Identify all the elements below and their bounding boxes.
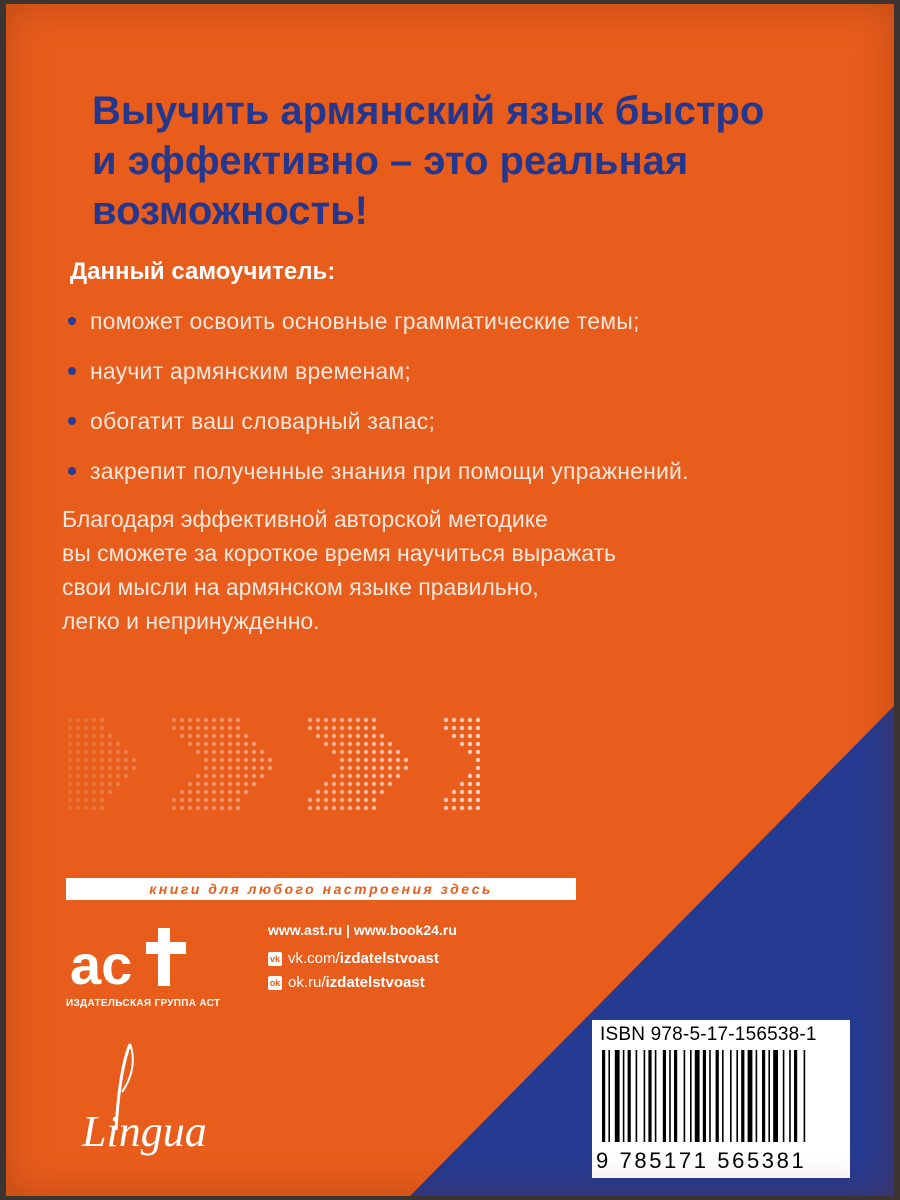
headline xyxy=(92,86,862,236)
ok-link[interactable] xyxy=(268,974,425,991)
vk-icon: vk xyxy=(269,953,280,964)
description-line: вы сможете за короткое время научиться выражать xyxy=(62,540,617,566)
description-line: Благодаря эффективной авторской методике xyxy=(62,506,548,532)
feature-text: обогатит ваш словарный запас; xyxy=(90,407,436,434)
tagline-text: книги для любого настроения здесь xyxy=(149,881,493,897)
odnoklassniki-icon: ok xyxy=(269,977,281,988)
description-line: легко и непринужденно. xyxy=(62,608,320,634)
features-heading: Данный самоучитель: xyxy=(70,258,336,285)
ast-logo-icon xyxy=(70,914,210,994)
website-links[interactable]: www.ast.ru | www.book24.ru xyxy=(268,922,457,938)
lingua-logo-text: Lingua xyxy=(82,1107,207,1156)
feature-item xyxy=(68,296,689,346)
feature-text: закрепит полученные знания при помощи упражнений. xyxy=(90,457,689,484)
publisher-caption: ИЗДАТЕЛЬСКАЯ ГРУППА АСТ xyxy=(66,998,221,1009)
feature-text: научит армянским временам; xyxy=(90,357,411,384)
description-line: свои мысли на армянском языке правильно, xyxy=(62,574,539,600)
bullet-icon xyxy=(68,467,76,475)
dotted-arrows-decoration xyxy=(66,716,486,812)
features-list xyxy=(68,296,689,496)
book-back-cover xyxy=(6,4,894,1196)
feature-text: поможет освоить основные грамматические темы; xyxy=(90,307,640,334)
vk-link-prefix: vk.com/ xyxy=(288,950,340,967)
ok-link-prefix: ok.ru/ xyxy=(288,974,326,991)
description-paragraph xyxy=(62,502,852,638)
barcode-bars xyxy=(598,1050,844,1146)
vk-link[interactable] xyxy=(268,950,439,967)
bullet-icon xyxy=(68,317,76,325)
feature-item xyxy=(68,446,689,496)
bullet-icon xyxy=(68,367,76,375)
headline-line-3: возможность! xyxy=(92,189,368,233)
headline-line-1: Выучить армянский язык быстро xyxy=(92,89,765,133)
feature-item xyxy=(68,396,689,446)
ast-logo-text: ас xyxy=(70,933,133,994)
lingua-logo-icon xyxy=(70,1034,290,1164)
ean-digits: 9 785171 565381 xyxy=(596,1148,807,1173)
isbn-barcode xyxy=(592,1020,850,1178)
headline-line-2: и эффективно – это реальная xyxy=(92,139,689,183)
vk-link-handle: izdatelstvoast xyxy=(339,950,439,967)
bullet-icon xyxy=(68,417,76,425)
tagline-bar xyxy=(66,878,576,900)
feature-item xyxy=(68,346,689,396)
isbn-number: ISBN 978-5-17-156538-1 xyxy=(600,1024,817,1045)
ok-link-handle: izdatelstvoast xyxy=(325,974,425,991)
